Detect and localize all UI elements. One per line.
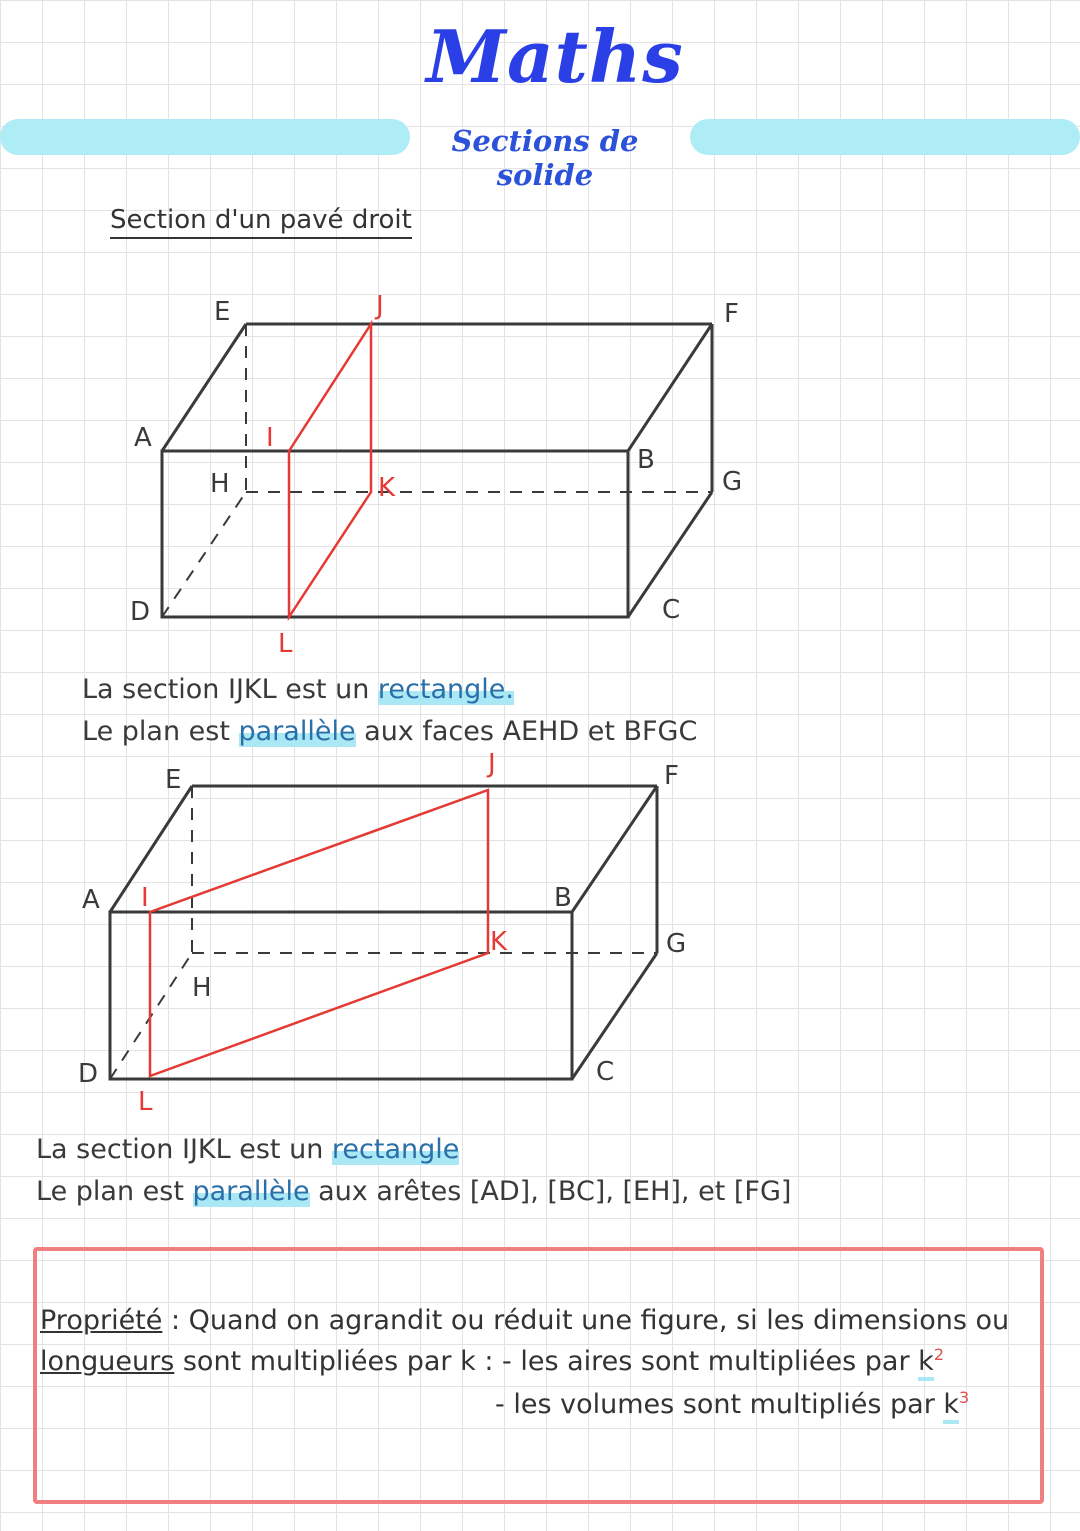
fig1-edge-AE <box>162 324 246 451</box>
fig2-label-D: D <box>78 1059 99 1089</box>
fig2-label-J: J <box>488 750 496 779</box>
fig2-label-I: I <box>141 883 149 913</box>
fig1-label-H: H <box>210 469 230 499</box>
fig1-label-A: A <box>134 423 152 453</box>
fig1-caption-line2: Le plan est parallèle aux faces AEHD et BFGC <box>82 716 698 747</box>
fig1-label-E: E <box>214 297 231 327</box>
fig2-edge-AE <box>110 786 192 912</box>
fig2-label-F: F <box>664 761 679 791</box>
page-subtitle: Sections de solide <box>451 124 639 192</box>
fig2-highlight-parallele: parallèle <box>192 1176 310 1207</box>
fig2-label-A: A <box>82 885 100 915</box>
fig2-edge-CG <box>572 953 657 1079</box>
fig2-caption-line1: La section IJKL est un rectangle <box>36 1134 460 1165</box>
fig1-caption-line1: La section IJKL est un rectangle. <box>82 674 514 705</box>
fig2-highlight-rectangle: rectangle <box>331 1134 460 1165</box>
fig1-highlight-rectangle: rectangle. <box>377 674 514 705</box>
fig1-edge-DH <box>162 492 246 617</box>
fig2-label-C: C <box>596 1057 615 1087</box>
fig1-label-I: I <box>266 423 274 453</box>
figure-1 <box>0 280 800 660</box>
banner-right <box>690 119 1080 155</box>
fig1-section-IJKL <box>289 324 371 617</box>
fig2-label-G: G <box>666 929 687 959</box>
property-line2: longueurs sont multipliées par k : - les aires sont multipliées par $k^2$ <box>40 1345 944 1377</box>
fig1-label-G: G <box>722 467 743 497</box>
property-line1: Propriété : Quand on agrandit ou réduit une figure, si les dimensions ou <box>40 1305 1010 1336</box>
fig1-label-B: B <box>637 445 655 475</box>
fig2-caption-line2: Le plan est parallèle aux arêtes [AD], [BC], [EH], et [FG] <box>36 1176 792 1207</box>
fig2-label-B: B <box>554 883 572 913</box>
fig2-label-H: H <box>192 973 212 1003</box>
section-heading: Section d'un pavé droit <box>110 205 412 239</box>
fig1-edge-BF <box>628 324 712 451</box>
fig1-label-C: C <box>662 595 681 625</box>
fig1-label-L: L <box>278 629 293 659</box>
figure-2 <box>0 750 800 1120</box>
page-title: Maths <box>426 14 684 99</box>
fig1-label-F: F <box>724 299 739 329</box>
fig2-label-K: K <box>490 927 508 957</box>
property-label: Propriété <box>40 1305 163 1336</box>
fig1-label-D: D <box>130 597 151 627</box>
fig2-edge-BF <box>572 786 657 912</box>
fig1-highlight-parallele: parallèle <box>238 716 356 747</box>
banner-left <box>0 119 410 155</box>
fig2-section-IJKL <box>150 790 488 1076</box>
fig1-label-J: J <box>376 291 384 321</box>
fig1-label-K: K <box>378 473 396 503</box>
property-line3: - les volumes sont multipliés par $k^3$ <box>495 1388 969 1420</box>
fig2-label-E: E <box>165 765 182 795</box>
fig2-label-L: L <box>138 1087 153 1117</box>
